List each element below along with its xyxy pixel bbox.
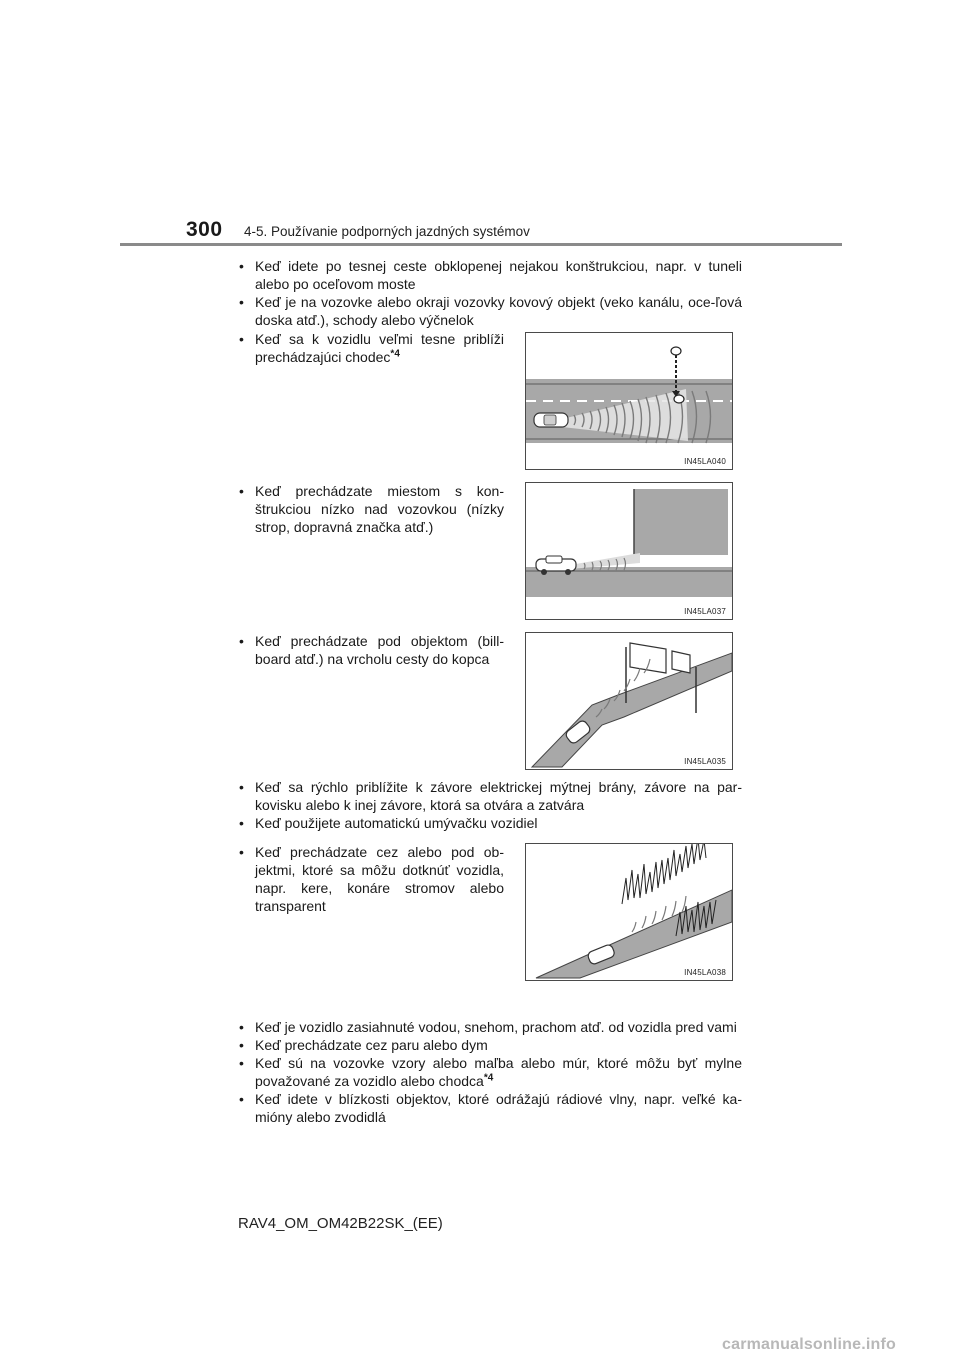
list-item [236, 330, 504, 366]
footnote-ref: *4 [483, 1072, 494, 1084]
list-item: • Keď idete v blízkosti objektov, ktoré odrážajú rádiové vlny, napr. veľké ka-mióny alebo zvodidlá [236, 1090, 742, 1126]
watermark: carmanualsonline.info [722, 1336, 897, 1353]
billboard-illustration [526, 633, 732, 769]
list-item: • Keď sa rýchlo priblížite k závore elektrickej mýtnej brány, závore na par-kovisku alebo k inej závore, ktorá sa otvára a zatvára [236, 778, 742, 814]
list-item: • Keď prechádzate pod objektom (bill-board atď.) na vrcholu cesty do kopca [236, 632, 504, 668]
list-item [236, 1054, 742, 1090]
figure-code: IN45LA037 [684, 607, 726, 616]
list-item: • Keď prechádzate cez paru alebo dym [236, 1036, 742, 1054]
list-item: • Keď prechádzate cez alebo pod ob-jektmi, ktoré sa môžu dotknúť vozidla, napr. kere, konáre stromov alebo transparent [236, 843, 504, 915]
figure-code: IN45LA035 [684, 757, 726, 766]
list-item: • Keď použijete automatickú umývačku vozidiel [236, 814, 742, 832]
header-divider [120, 243, 842, 246]
page-number: 300 [186, 218, 223, 241]
bushes-illustration [526, 844, 732, 980]
figure-code: IN45LA040 [684, 457, 726, 466]
bullet-list-fig1 [236, 330, 504, 366]
figure-bushes [525, 843, 733, 981]
bullet-list-fig2 [236, 482, 504, 536]
list-item: • Keď je na vozovke alebo okraji vozovky kovový objekt (veko kanálu, oce-ľová doska atď.), schody alebo výčnelok [236, 293, 742, 329]
figure-code: IN45LA038 [684, 968, 726, 977]
item-text: Keď sa k vozidlu veľmi tesne priblíži prechádzajúci chodec [255, 331, 504, 365]
bullet-list-bottom [236, 1018, 742, 1126]
list-item: • Keď je vozidlo zasiahnuté vodou, snehom, prachom atď. od vozidla pred vami [236, 1018, 742, 1036]
document-code: RAV4_OM_OM42B22SK_(EE) [238, 1215, 443, 1232]
footnote-ref: *4 [390, 348, 400, 360]
low-structure-illustration [526, 483, 732, 619]
bullet-list-top [236, 257, 742, 329]
list-item: • Keď prechádzate miestom s kon-štrukciou nízko nad vozovkou (nízky strop, dopravná značka atď.) [236, 482, 504, 536]
bullet-list-fig3 [236, 632, 504, 668]
list-item: • Keď idete po tesnej ceste obklopenej nejakou konštrukciou, napr. v tuneli alebo po oceľovom moste [236, 257, 742, 293]
figure-billboard [525, 632, 733, 770]
bullet-list-fig4 [236, 843, 504, 915]
figure-low-structure [525, 482, 733, 620]
figure-pedestrian [525, 332, 733, 470]
section-title: 4-5. Používanie podporných jazdných systémov [244, 224, 530, 239]
bullet-list-middle [236, 778, 742, 832]
item-text: Keď sú na vozovke vzory alebo maľba alebo múr, ktoré môžu byť mylne považované za vozidlo alebo chodca [255, 1055, 742, 1089]
pedestrian-illustration [526, 333, 732, 469]
